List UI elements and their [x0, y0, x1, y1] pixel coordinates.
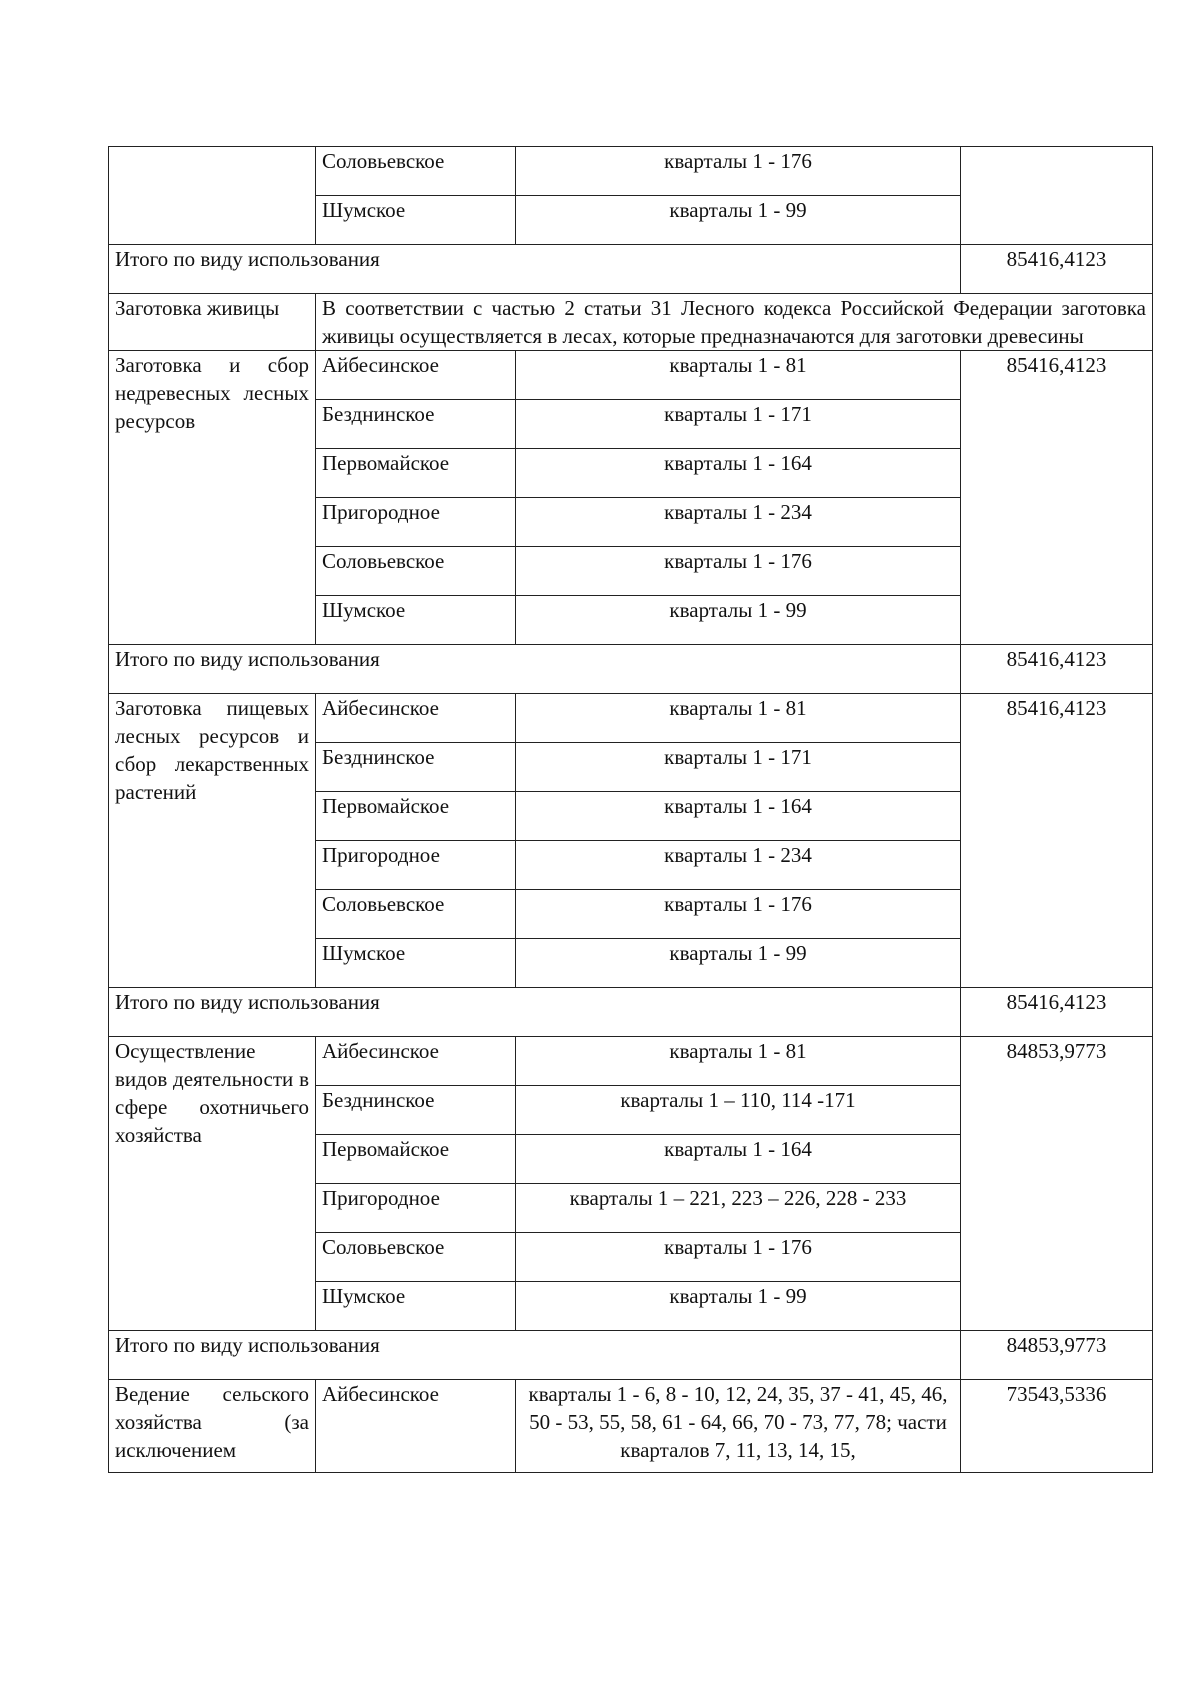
activity-name: Заготовка и сбор недревесных лесных ресурсов [109, 351, 316, 645]
quarters: кварталы 1 - 176 [516, 147, 961, 196]
area-value: 85416,4123 [961, 351, 1153, 645]
quarters: кварталы 1 - 176 [516, 1233, 961, 1282]
total-value: 85416,4123 [961, 988, 1153, 1037]
quarters: кварталы 1 - 99 [516, 596, 961, 645]
quarters: кварталы 1 – 110, 114 -171 [516, 1086, 961, 1135]
resin-note: В соответствии с частью 2 статьи 31 Лесного кодекса Российской Федерации заготовка живицы осуществляется в лесах, которые предназначаются для заготовки древесины [316, 294, 1153, 351]
area-cell [961, 147, 1153, 245]
forest-name: Пригородное [316, 1184, 516, 1233]
forest-name: Айбесинское [316, 694, 516, 743]
forest-name: Пригородное [316, 841, 516, 890]
table-row [109, 694, 1153, 743]
forest-name: Айбесинское [316, 1380, 516, 1473]
forest-name: Шумское [316, 596, 516, 645]
table-row [109, 1380, 1153, 1473]
forest-name: Пригородное [316, 498, 516, 547]
forest-name: Безднинское [316, 1086, 516, 1135]
quarters: кварталы 1 - 99 [516, 196, 961, 245]
quarters: кварталы 1 - 99 [516, 939, 961, 988]
total-row [109, 988, 1153, 1037]
forest-name: Айбесинское [316, 1037, 516, 1086]
forest-name: Соловьевское [316, 1233, 516, 1282]
forest-name: Шумское [316, 1282, 516, 1331]
forest-name: Первомайское [316, 792, 516, 841]
quarters: кварталы 1 - 164 [516, 792, 961, 841]
quarters: кварталы 1 - 164 [516, 1135, 961, 1184]
quarters: кварталы 1 - 81 [516, 694, 961, 743]
quarters: кварталы 1 - 99 [516, 1282, 961, 1331]
quarters: кварталы 1 – 221, 223 – 226, 228 - 233 [516, 1184, 961, 1233]
total-label: Итого по виду использования [109, 1331, 961, 1380]
quarters: кварталы 1 - 164 [516, 449, 961, 498]
quarters: кварталы 1 - 234 [516, 841, 961, 890]
total-label: Итого по виду использования [109, 988, 961, 1037]
quarters: кварталы 1 - 176 [516, 547, 961, 596]
quarters: кварталы 1 - 171 [516, 743, 961, 792]
activity-name: Заготовка пищевых лесных ресурсов и сбор лекарственных растений [109, 694, 316, 988]
forest-name: Айбесинское [316, 351, 516, 400]
total-label: Итого по виду использования [109, 245, 961, 294]
activity-name: Ведение сельского хозяйства (за исключением [109, 1380, 316, 1473]
activity-name: Заготовка живицы [109, 294, 316, 351]
activity-cell [109, 147, 316, 245]
forest-name: Соловьевское [316, 147, 516, 196]
forest-name: Безднинское [316, 743, 516, 792]
forest-name: Соловьевское [316, 890, 516, 939]
quarters: кварталы 1 - 171 [516, 400, 961, 449]
forest-name: Безднинское [316, 400, 516, 449]
total-label: Итого по виду использования [109, 645, 961, 694]
quarters: кварталы 1 - 234 [516, 498, 961, 547]
total-row [109, 245, 1153, 294]
total-value: 85416,4123 [961, 245, 1153, 294]
forest-name: Шумское [316, 196, 516, 245]
quarters: кварталы 1 - 176 [516, 890, 961, 939]
quarters: кварталы 1 - 6, 8 - 10, 12, 24, 35, 37 - 41, 45, 46, 50 - 53, 55, 58, 61 - 64, 66, 70 - 73, 77, 78; части кварталов 7, 11, 13, 14, 15, [516, 1380, 961, 1473]
table-row [109, 351, 1153, 400]
forest-name: Шумское [316, 939, 516, 988]
table-row [109, 294, 1153, 351]
activity-name: Осуществление видов деятельности в сфере охотничьего хозяйства [109, 1037, 316, 1331]
total-row [109, 1331, 1153, 1380]
total-value: 85416,4123 [961, 645, 1153, 694]
area-value: 84853,9773 [961, 1037, 1153, 1331]
table-row [109, 147, 1153, 196]
table-row [109, 1037, 1153, 1086]
forest-name: Соловьевское [316, 547, 516, 596]
area-value: 73543,5336 [961, 1380, 1153, 1473]
forest-use-table [108, 146, 1153, 1473]
total-value: 84853,9773 [961, 1331, 1153, 1380]
forest-name: Первомайское [316, 449, 516, 498]
area-value: 85416,4123 [961, 694, 1153, 988]
quarters: кварталы 1 - 81 [516, 351, 961, 400]
forest-name: Первомайское [316, 1135, 516, 1184]
total-row [109, 645, 1153, 694]
quarters: кварталы 1 - 81 [516, 1037, 961, 1086]
